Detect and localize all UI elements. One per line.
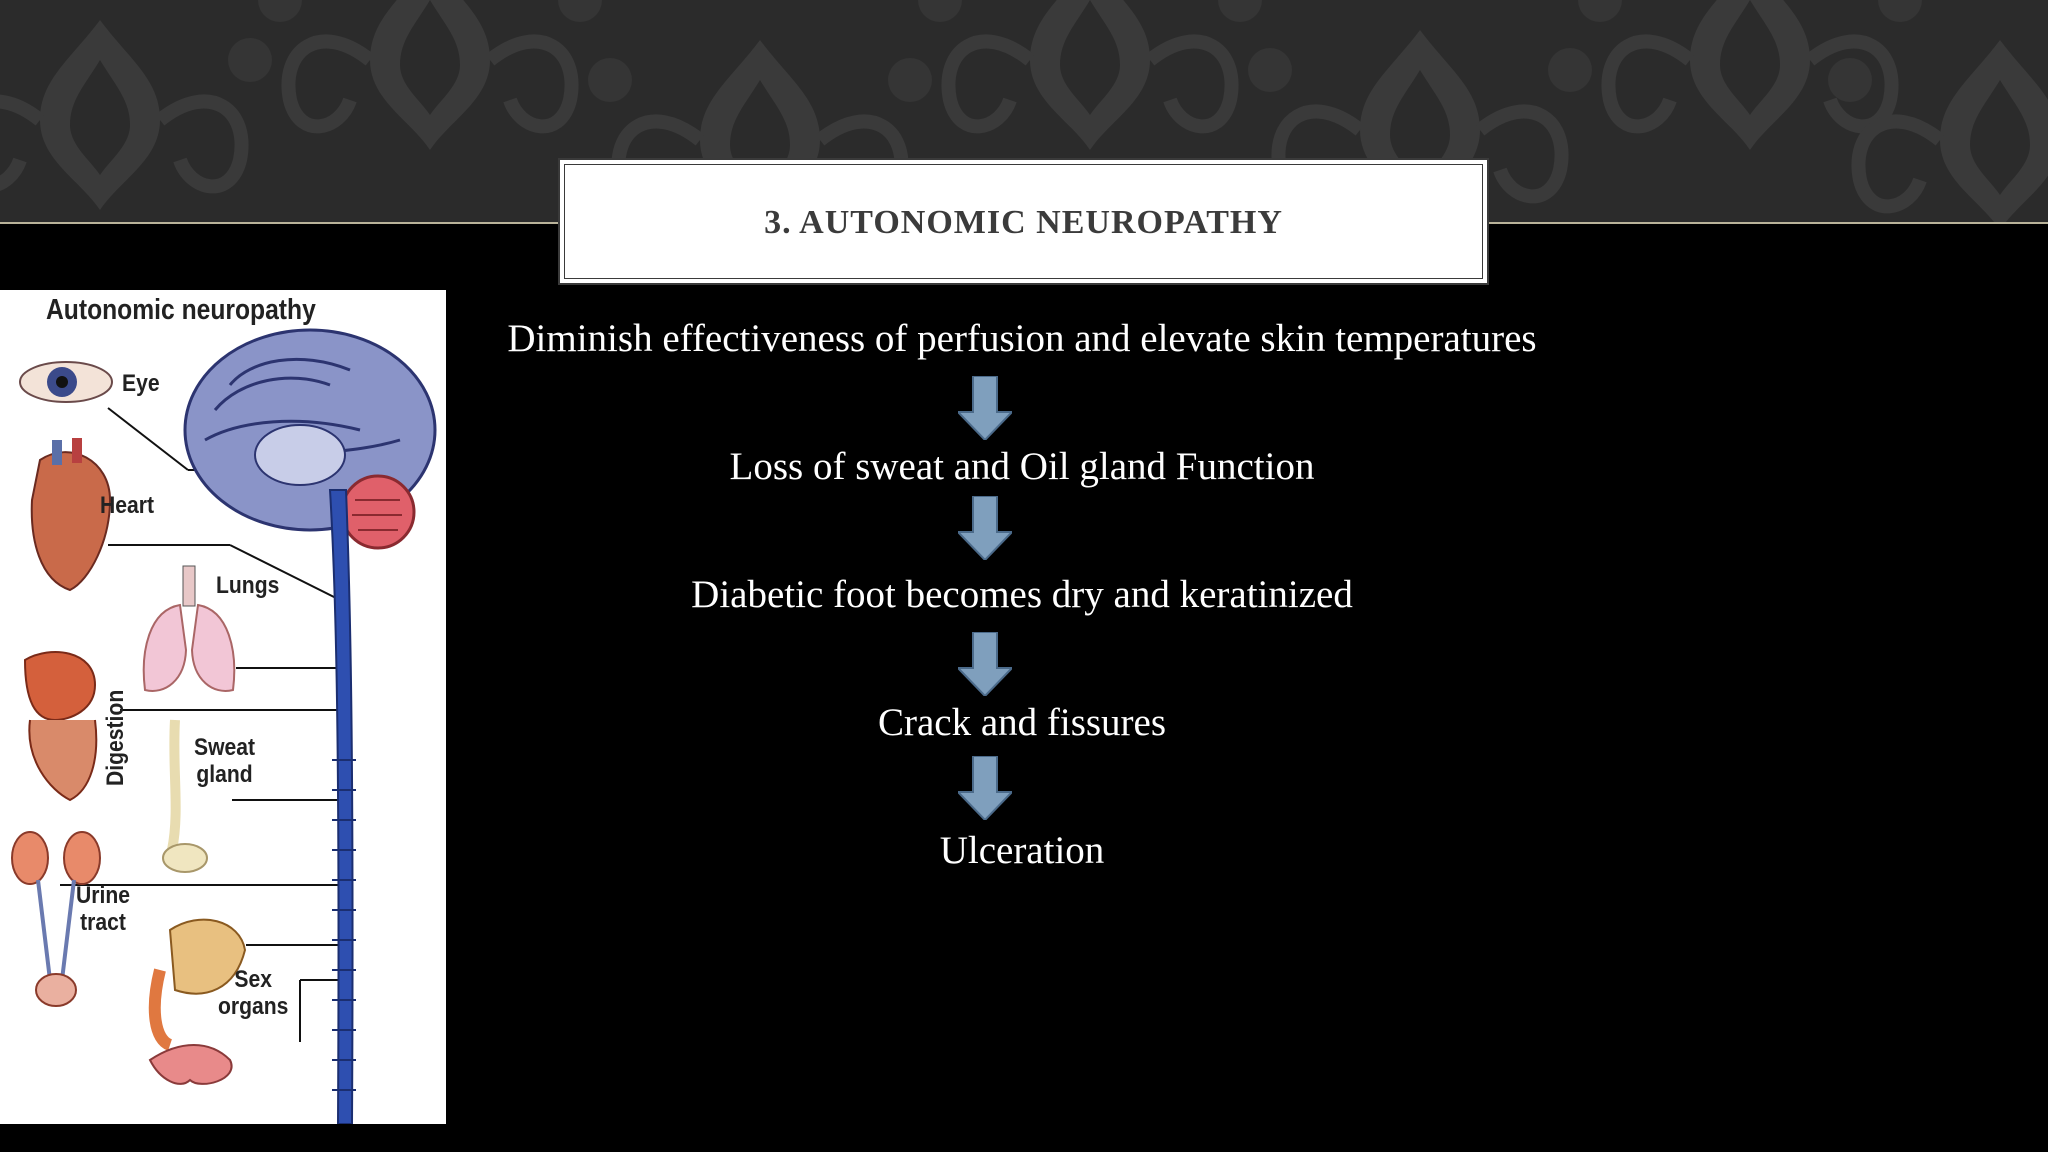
flow-step-3: Diabetic foot becomes dry and keratinized bbox=[691, 573, 1353, 616]
label-sweat-gland-line2: gland bbox=[196, 761, 253, 788]
label-urine-tract-line2: tract bbox=[80, 909, 126, 936]
flow-step-4: Crack and fissures bbox=[877, 701, 1167, 744]
label-sweat-gland-line1: Sweat bbox=[194, 734, 256, 761]
label-sex-organs bbox=[218, 966, 288, 1020]
down-arrow-icon bbox=[958, 496, 1012, 560]
label-sex-organs-line2: organs bbox=[218, 993, 289, 1020]
slide-title: 3. AUTONOMIC NEUROPATHY bbox=[764, 204, 1283, 241]
heart-icon bbox=[32, 438, 110, 590]
spinal-cord-icon bbox=[330, 490, 353, 1124]
eye-icon bbox=[20, 362, 112, 402]
down-arrow-icon bbox=[958, 632, 1012, 696]
label-heart: Heart bbox=[100, 492, 154, 519]
autonomic-neuropathy-diagram bbox=[0, 290, 446, 1124]
label-eye: Eye bbox=[122, 370, 160, 397]
digestion-icon bbox=[25, 652, 96, 800]
slide-title-box bbox=[558, 158, 1489, 285]
label-digestion: Digestion bbox=[102, 689, 129, 786]
label-urine-tract bbox=[76, 882, 130, 936]
down-arrow-icon bbox=[958, 756, 1012, 820]
flow-step-5: Ulceration bbox=[939, 829, 1105, 872]
label-urine-tract-line1: Urine bbox=[76, 882, 130, 909]
label-sweat-gland bbox=[194, 734, 255, 788]
label-sex-organs-line1: Sex bbox=[234, 966, 272, 993]
flow-step-1: Diminish effectiveness of perfusion and elevate skin temperatures bbox=[507, 317, 1537, 360]
down-arrow-icon bbox=[958, 376, 1012, 440]
brain-icon bbox=[185, 330, 435, 548]
flow-step-2: Loss of sweat and Oil gland Function bbox=[729, 445, 1315, 488]
label-lungs: Lungs bbox=[216, 572, 280, 599]
diagram-title: Autonomic neuropathy bbox=[46, 294, 316, 326]
